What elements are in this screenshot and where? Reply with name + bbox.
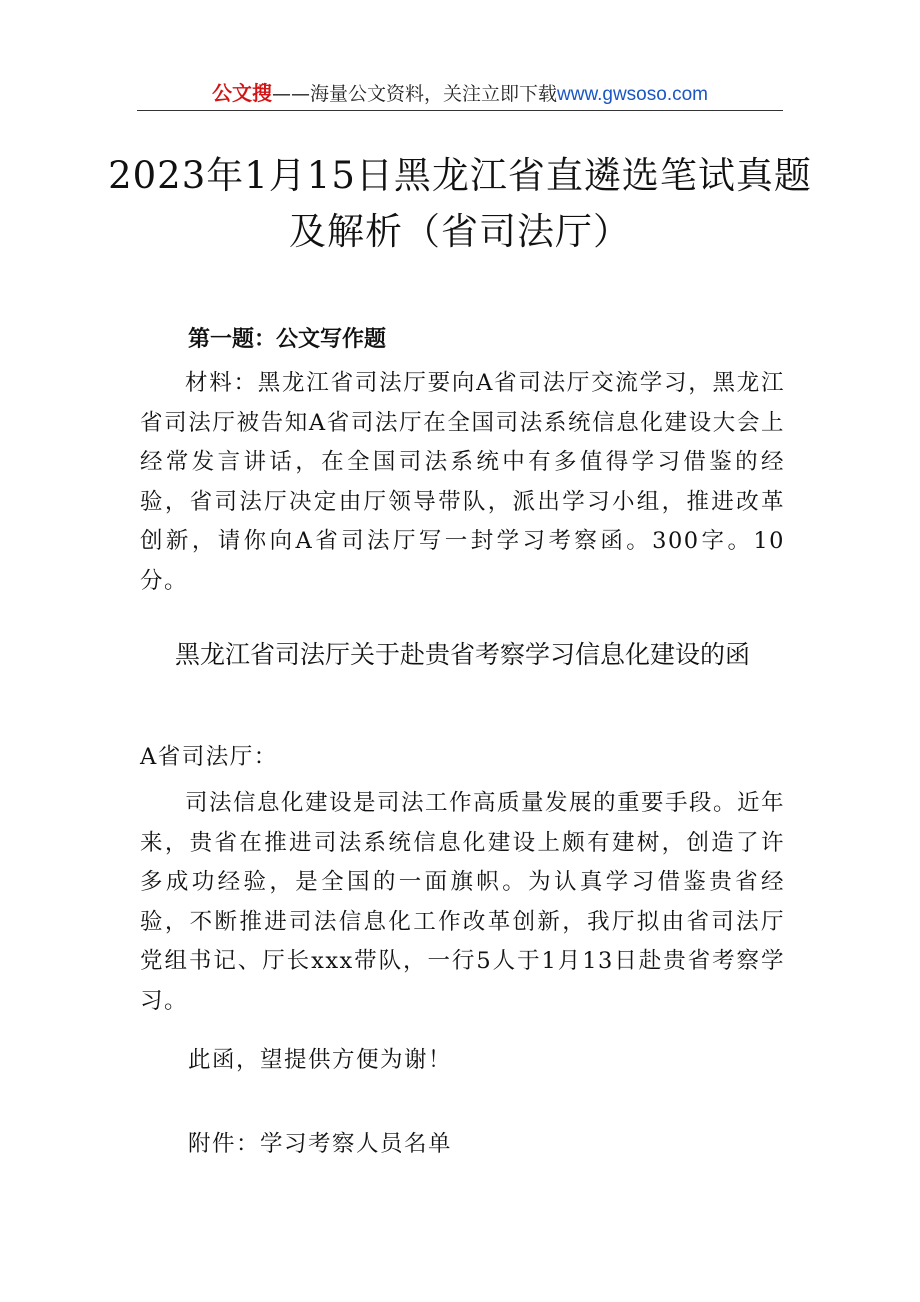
document-title: 2023年1月15日黑龙江省直遴选笔试真题及解析（省司法厅） xyxy=(108,154,812,253)
letter-salutation: A省司法厅： xyxy=(140,744,278,770)
material-paragraph: 材料：黑龙江省司法厅要向A省司法厅交流学习，黑龙江省司法厅被告知A省司法厅在全国司法系统信息化建设大会上经常发言讲话，在全国司法系统中有多值得学习借鉴的经验，省司法厅决定由厅领导带队，派出学习小组，推进改革创新，请你向A省司法厅写一封学习考察函。300字。10分。 xyxy=(140,370,785,594)
letter-closing: 此函，望提供方便为谢！ xyxy=(188,1047,453,1073)
site-link[interactable]: www.gwsoso.com xyxy=(557,84,708,105)
page-header xyxy=(137,76,783,111)
letter-title: 黑龙江省司法厅关于赴贵省考察学习信息化建设的函 xyxy=(174,640,750,669)
letter-body: 司法信息化建设是司法工作高质量发展的重要手段。近年来，贵省在推进司法系统信息化建设上颇有建树，创造了许多成功经验，是全国的一面旗帜。为认真学习借鉴贵省经验，不断推进司法信息化工作改革创新，我厅拟由省司法厅党组书记、厅长xxx带队，一行5人于1月13日赴贵省考察学习。 xyxy=(140,790,786,1014)
brand-name: 公文搜 xyxy=(211,81,272,105)
section-heading: 第一题：公文写作题 xyxy=(188,327,387,352)
header-tagline: ——海量公文资料，关注立即下载 xyxy=(271,83,557,105)
letter-attachment: 附件：学习考察人员名单 xyxy=(188,1131,453,1157)
